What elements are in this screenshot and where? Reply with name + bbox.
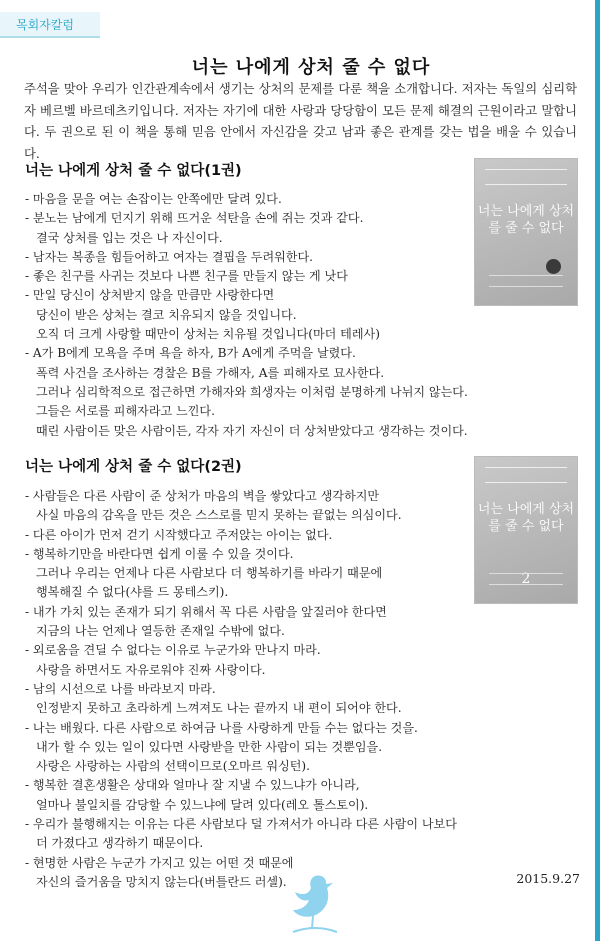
list-item: 내가 할 수 있는 일이 있다면 사랑받을 만한 사람이 되는 것뿐임을.: [36, 739, 383, 754]
list-item: - 분노는 남에게 던지기 위해 뜨거운 석탄을 손에 쥐는 것과 같다.: [25, 211, 364, 226]
list-item: - 나는 배웠다. 다른 사람으로 하여금 나를 사랑하게 만들 수는 없다는 것을.: [25, 720, 418, 735]
book-cover-vol2: [474, 456, 578, 604]
cover-header-band: [485, 169, 567, 185]
list-item: - 사람들은 다른 사람이 준 상처가 마음의 벽을 쌓았다고 생각하지만: [25, 489, 380, 503]
bird-icon: [285, 870, 345, 936]
list-item: 그러나 우리는 언제나 다른 사람보다 더 행복하기를 바라기 때문에: [36, 566, 383, 581]
cover-header-band: [485, 467, 567, 483]
list-item: - 좋은 친구를 사귀는 것보다 나쁜 친구를 만들지 않는 게 낫다: [25, 269, 348, 284]
list-item: 더 가졌다고 생각하기 때문이다.: [36, 836, 204, 851]
list-item: 때린 사람이든 맞은 사람이든, 각자 자기 자신이 더 상처받았다고 생각하는 것이다.: [36, 423, 468, 438]
list-item: - 만일 당신이 상처받지 않을 만큼만 사랑한다면: [25, 288, 275, 303]
list-item: - 행복한 결혼생활은 상대와 얼마나 잘 지낼 수 있느냐가 아니라,: [25, 778, 360, 793]
column-label: 목회자칼럼: [0, 12, 100, 38]
list-item: 사실 마음의 감옥을 만든 것은 스스로를 믿지 못하는 끝없는 의심이다.: [36, 508, 402, 523]
intro-paragraph: 주석을 맞아 우리가 인간관계속에서 생기는 상처의 문제를 다룬 책을 소개합니다. 저자는 독일의 심리학자 베르벨 바르데츠키입니다. 저자는 자기에 대한 사랑과 당당함이 모든 문제 해결의 근원이라고 말합니다. 두 권으로 된 이 책을 통해 믿음 안에서 자신감을 갖고 남과 좋은 관계를 갖는 법을 배울 수 있습니다.: [24, 82, 577, 161]
list-item: - 마음을 문을 여는 손잡이는 안쪽에만 달려 있다.: [25, 192, 282, 206]
list-item: 얼마나 불일치를 감당할 수 있느냐에 달려 있다(레오 톨스토이).: [36, 797, 369, 812]
list-item: 지금의 나는 언제나 열등한 존재일 수밖에 없다.: [36, 624, 285, 639]
list-item: - 내가 가치 있는 존재가 되기 위해서 꼭 다른 사람을 앞질러야 한다면: [25, 604, 387, 619]
section-heading-vol2: 너는 나에게 상처 줄 수 없다(2권): [25, 459, 242, 475]
list-item: 폭력 사건을 조사하는 경찰은 B를 가해자, A를 피해자로 묘사한다.: [36, 365, 385, 380]
page-title: 너는 나에게 상처 줄 수 없다: [191, 57, 431, 79]
list-item: - 외로움을 견딜 수 없다는 이유로 누군가와 만나지 마라.: [25, 643, 321, 658]
cover-badge-icon: [546, 259, 561, 274]
quote-list-vol1: [25, 190, 468, 441]
list-item: - 다른 아이가 먼저 걷기 시작했다고 주저앉는 아이는 없다.: [25, 527, 333, 542]
list-item: 결국 상처를 입는 것은 나 자신이다.: [36, 230, 223, 245]
list-item: 그러나 심리학적으로 접근하면 가해자와 희생자는 이처럼 분명하게 나뉘지 않는다.: [36, 384, 468, 399]
list-item: 사랑을 하면서도 자유로워야 진짜 사랑이다.: [36, 662, 266, 677]
book-cover-title: 너는 나에게 상처를 줄 수 없다: [477, 502, 575, 534]
cover-footer-band: [489, 275, 563, 287]
list-item: - A가 B에게 모욕을 주며 욕을 하자, B가 A에게 주먹을 날렸다.: [25, 346, 356, 361]
list-item: - 행복하기만을 바란다면 쉽게 이룰 수 있을 것이다.: [25, 546, 294, 561]
list-item: - 남자는 복종을 힘들어하고 여자는 결핍을 두려워한다.: [25, 249, 314, 264]
list-item: - 우리가 불행해지는 이유는 다른 사람보다 덜 가져서가 아니라 다른 사람이 나보다: [25, 817, 457, 832]
list-item: 그들은 서로를 피해자라고 느낀다.: [36, 404, 215, 419]
list-item: 당신이 받은 상처는 결코 치유되지 않을 것입니다.: [36, 307, 297, 322]
list-item: 인정받지 못하고 초라하게 느껴져도 나는 끝까지 내 편이 되어야 한다.: [36, 701, 402, 716]
book-cover-title: 너는 나에게 상처를 줄 수 없다: [477, 204, 575, 236]
column-date: 2015.9.27: [516, 871, 580, 886]
list-item: - 남의 시선으로 나를 바라보지 마라.: [25, 681, 216, 696]
list-item: 사랑은 사랑하는 사람의 선택이므로(오마르 워싱턴).: [36, 759, 310, 774]
book-cover-volume: 2: [521, 571, 531, 587]
edge-accent-bar: [595, 0, 600, 941]
list-item: 행복해질 수 없다(샤를 드 몽테스키).: [36, 585, 229, 600]
list-item: - 현명한 사람은 누군가 가지고 있는 어떤 것 때문에: [25, 855, 294, 870]
cover-footer-band: [489, 573, 563, 585]
list-item: 오직 더 크게 사랑할 때만이 상처는 치유될 것입니다(마더 테레사): [36, 327, 380, 342]
book-cover-vol1: [474, 158, 578, 306]
list-item: 자신의 즐거움을 망치지 않는다(버틀란드 러셀).: [36, 874, 287, 889]
quote-list-vol2: [25, 487, 457, 892]
section-heading-vol1: 너는 나에게 상처 줄 수 없다(1권): [25, 163, 242, 179]
